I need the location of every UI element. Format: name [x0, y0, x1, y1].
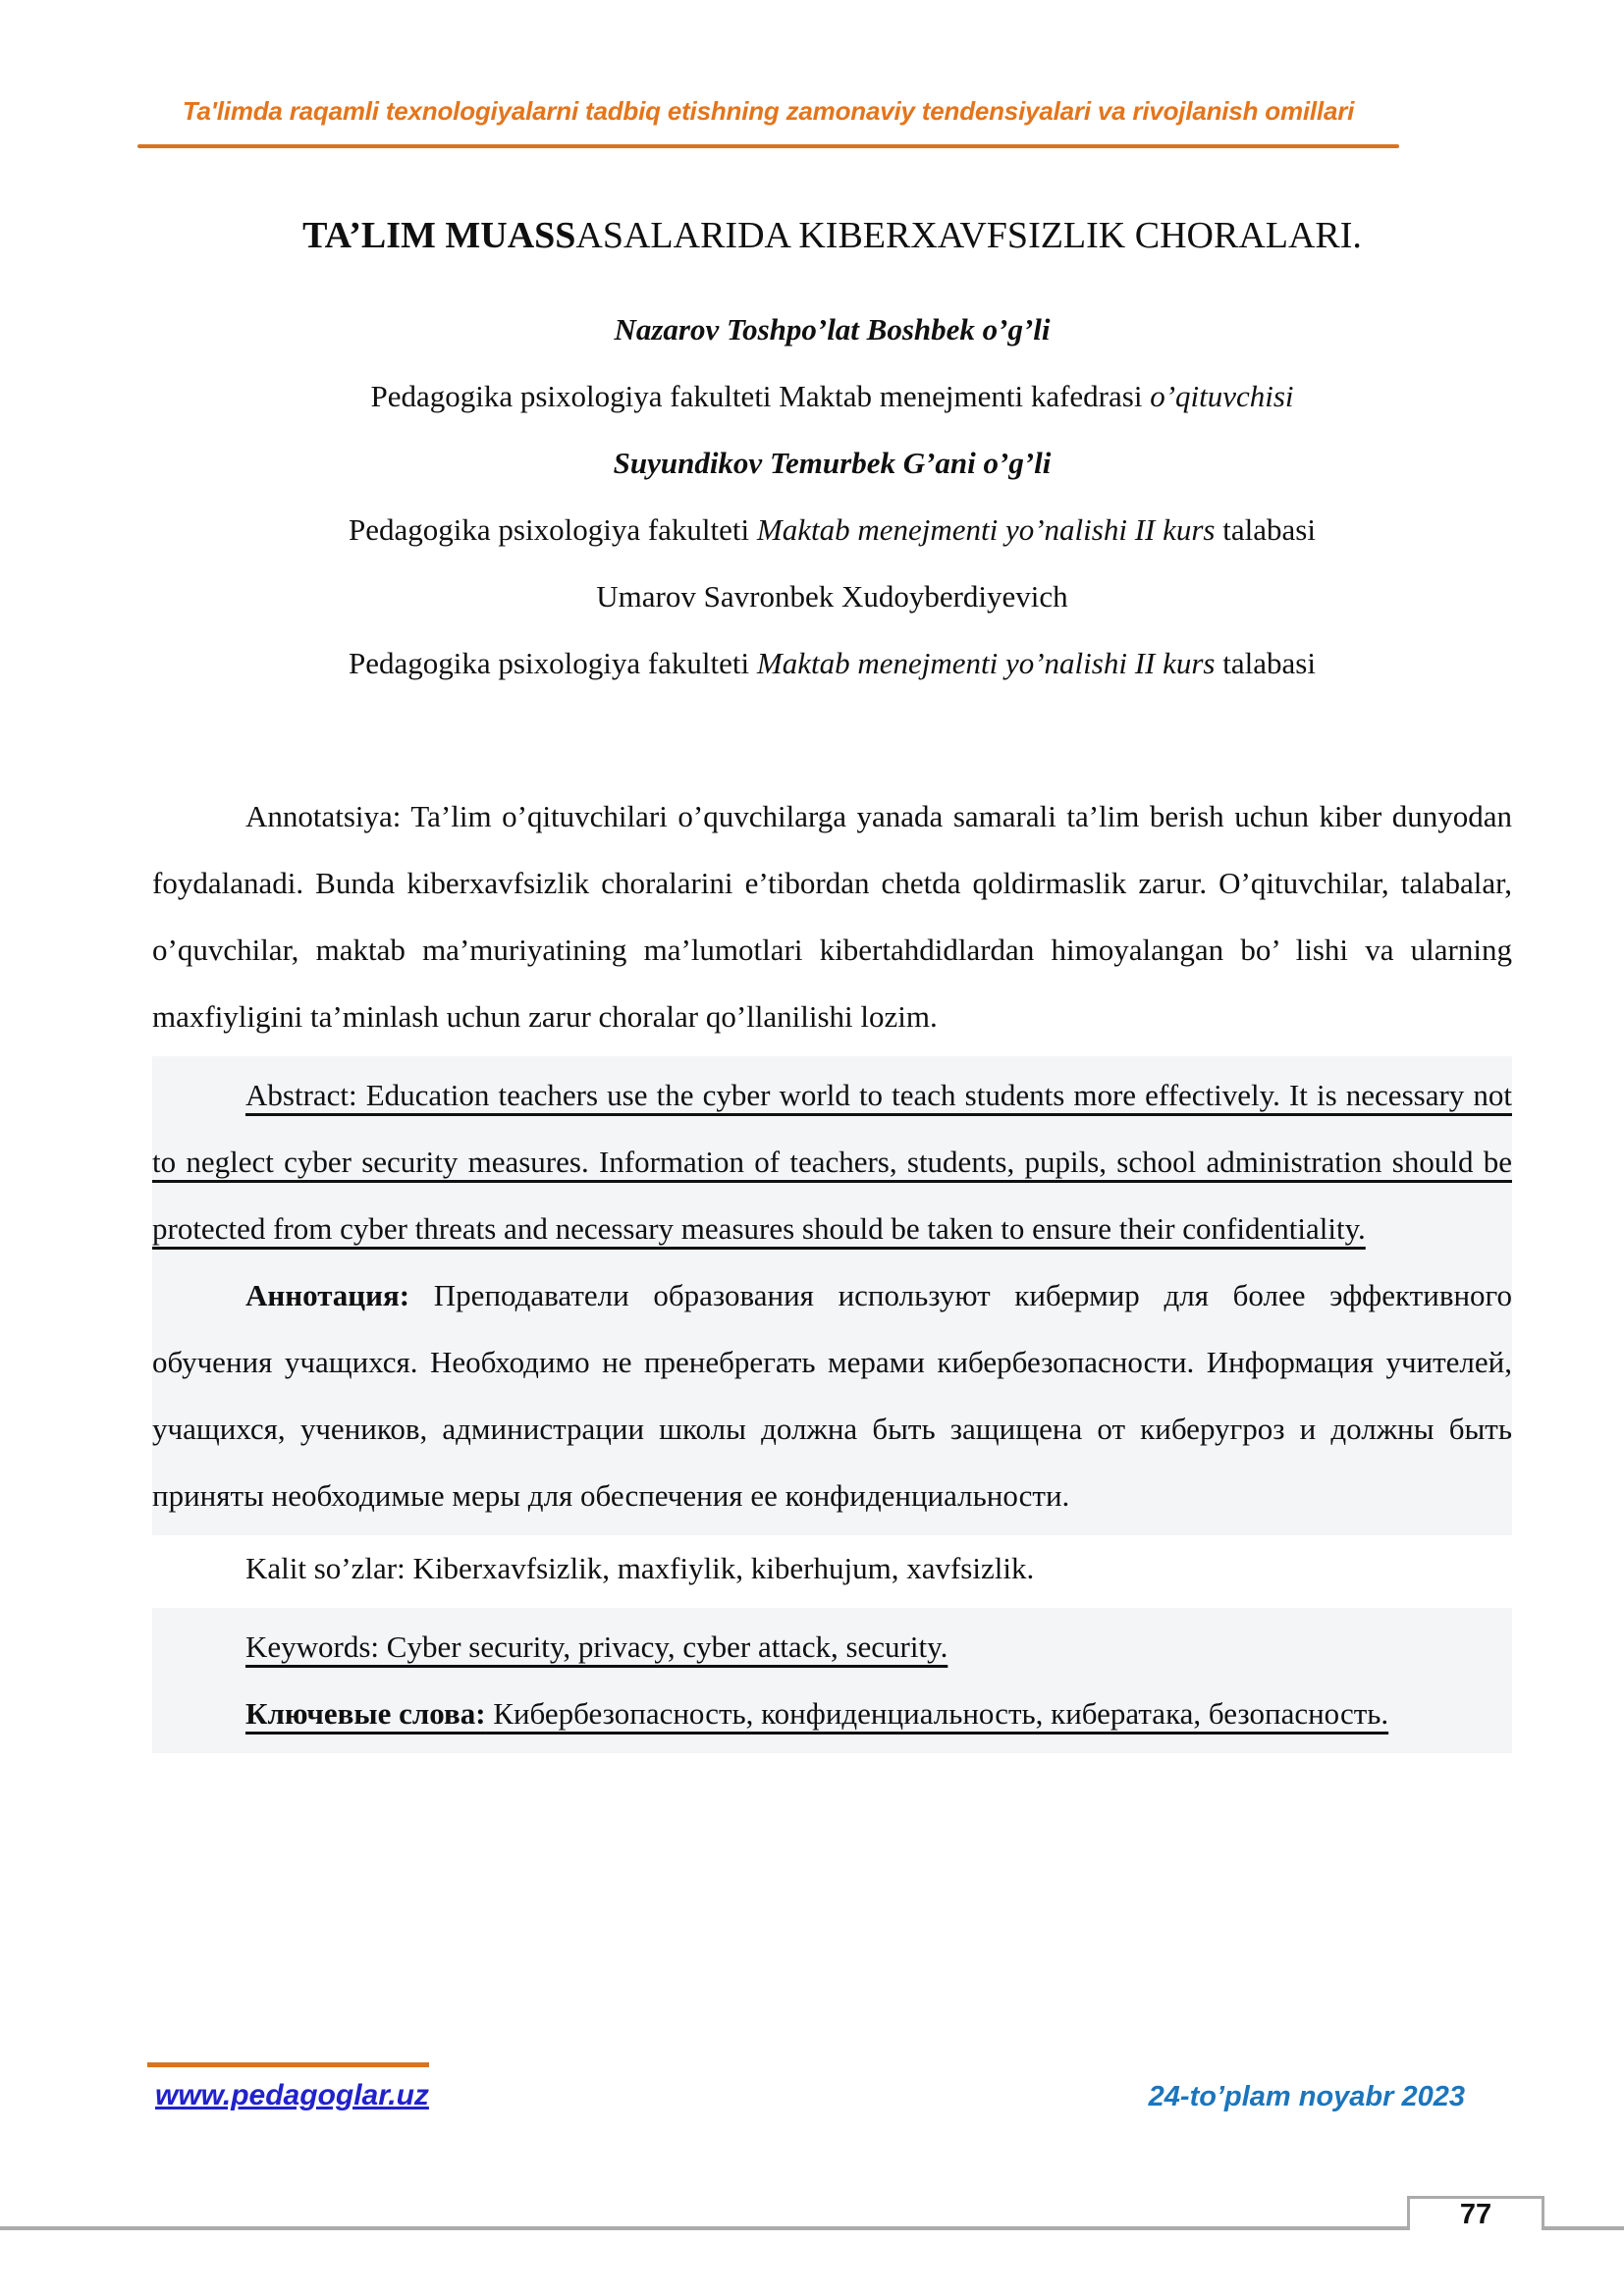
author-block	[152, 296, 1512, 697]
page-number-tab	[1407, 2196, 1544, 2230]
author-name-1: Nazarov Toshpo’lat Boshbek o’g’li	[614, 312, 1051, 347]
author-name-3: Umarov Savronbek Xudoyberdiyevich	[596, 579, 1068, 614]
kalit-sozlar-line: Kalit so’zlar: Kiberxavfsizlik, maxfiylik, kiberhujum, xavfsizlik.	[245, 1551, 1035, 1585]
page-number: 77	[1459, 2199, 1492, 2230]
affiliation-text: Pedagogika psixologiya fakulteti Maktab menejmenti kafedrasi	[370, 379, 1151, 413]
annotation-ru-label: Аннотация:	[245, 1278, 410, 1312]
issue-label: 24-to’plam noyabr 2023	[1148, 2081, 1465, 2112]
affiliation-italic: o’qituvchisi	[1150, 379, 1294, 413]
highlight-block-keywords	[152, 1608, 1512, 1753]
author-affiliation-3	[152, 630, 1512, 697]
abstract-paragraph: Abstract: Education teachers use the cyber world to teach students more effectively. It is necessary not to neglect cyber security measures. Information of teachers, students, pupils, school administration should be protected from cyber threats and necessary measures should be taken to ensure their confidentiality.	[152, 1078, 1512, 1246]
annotation-uz-paragraph: Annotatsiya: Ta’lim o’qituvchilari o’quvchilarga yanada samarali ta’lim berish uchun kiber dunyodan foydalanadi. Bunda kiberxavfsizlik choralarini e’tibordan chetda qoldirmaslik zarur. O’qituvchilar, talabalar, o’quvchilar, maktab ma’muriyatining ma’lumotlari kibertahdidlardan himoyalangan bo’ lishi va ularning maxfiyligini ta’minlash uchun zarur choralar qo’llanilishi lozim.	[152, 799, 1512, 1034]
footer-accent-line	[147, 2062, 429, 2067]
bottom-rule-right	[1539, 2226, 1624, 2230]
affiliation-suffix: talabasi	[1215, 646, 1316, 680]
bottom-rule-left	[0, 2226, 1407, 2230]
affiliation-text: Pedagogika psixologiya fakulteti	[349, 646, 757, 680]
article-title-bold: TA’LIM MUASS	[302, 215, 576, 256]
highlight-block-abstract	[152, 1056, 1512, 1535]
keywords-ru-label: Ключевые слова:	[245, 1696, 486, 1731]
article-title	[152, 202, 1512, 269]
keywords-ru-paragraph	[152, 1681, 1512, 1747]
header-divider-line	[137, 144, 1399, 148]
author-affiliation-1	[152, 363, 1512, 430]
affiliation-suffix: talabasi	[1215, 512, 1316, 547]
annotation-ru-body: Преподаватели образования используют кибермир для более эффективного обучения учащихся. Необходимо не пренебрегать мерами кибербезопасности. Информация учителей, учащихся, учеников, администрации школы должна быть защищена от киберугроз и должны быть приняты необходимые меры для обеспечения ее конфиденциальности.	[152, 1278, 1512, 1513]
keywords-ru-body: Кибербезопасность, конфиденциальность, кибератака, безопасность.	[485, 1696, 1389, 1731]
article-title-rest: ASALARIDA KIBERXAVFSIZLIK CHORALARI.	[575, 215, 1362, 256]
affiliation-italic: Maktab menejmenti yo’nalishi II kurs	[756, 512, 1216, 547]
article-content	[152, 202, 1512, 1753]
author-name-2: Suyundikov Temurbek G’ani o’g’li	[613, 446, 1052, 480]
journal-header-title: Ta'limda raqamli texnologiyalarni tadbiq etishning zamonaviy tendensiyalari va rivojlanish omillari	[182, 96, 1355, 126]
affiliation-italic: Maktab menejmenti yo’nalishi II kurs	[756, 646, 1216, 680]
author-affiliation-2	[152, 497, 1512, 563]
affiliation-text: Pedagogika psixologiya fakulteti	[349, 512, 757, 547]
keywords-en-line: Keywords: Cyber security, privacy, cyber attack, security.	[245, 1629, 948, 1664]
site-link[interactable]: www.pedagoglar.uz	[155, 2079, 429, 2111]
annotation-ru-paragraph	[152, 1262, 1512, 1529]
